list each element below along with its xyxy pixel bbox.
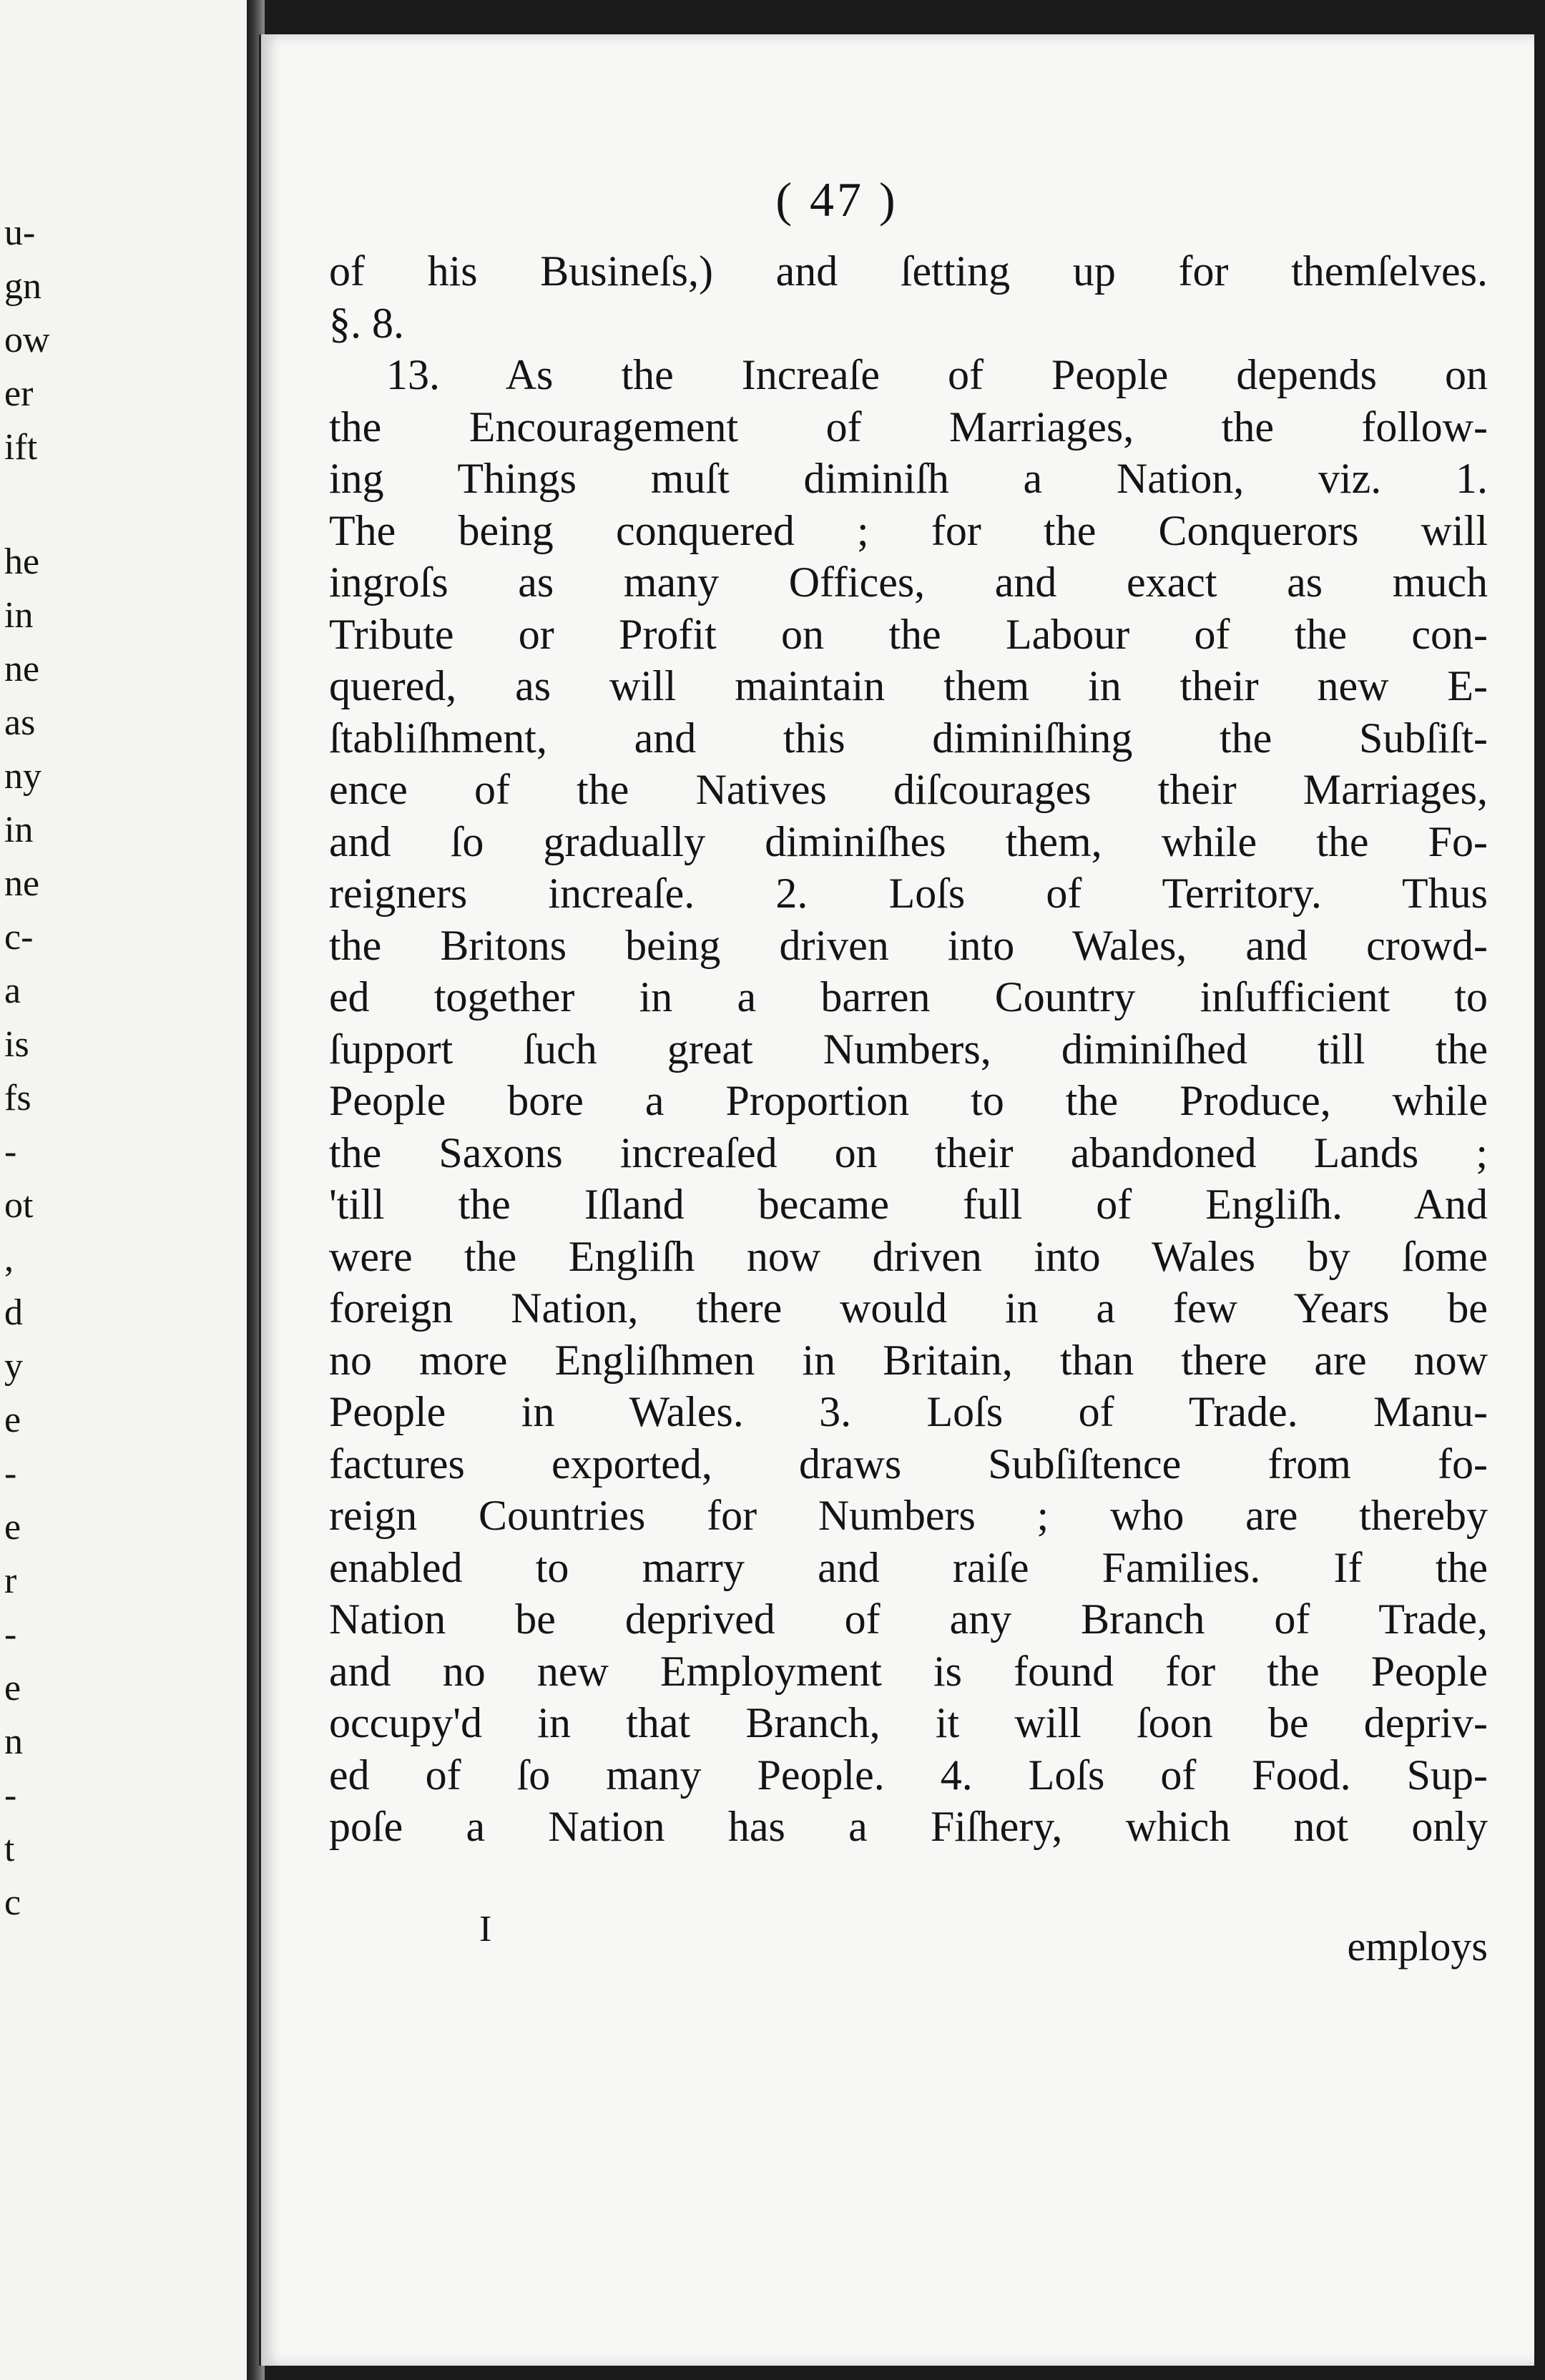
- left-page-fragment: t: [4, 1829, 15, 1869]
- text-line: were the Engliſh now driven into Wales by ſome: [329, 1232, 1488, 1280]
- body-text: [329, 245, 1488, 1853]
- right-page: [259, 34, 1534, 2366]
- text-line: People in Wales. 3. Loſs of Trade. Manu-: [329, 1388, 1488, 1435]
- page-number: ( 47 ): [775, 172, 898, 227]
- text-line: ſtabliſhment, and this diminiſhing the Subſiſt-: [329, 714, 1488, 762]
- left-page-fragment: ne: [4, 649, 40, 689]
- text-line: the Saxons increaſed on their abandoned Lands ;: [329, 1128, 1488, 1176]
- signature-mark: I: [479, 1909, 492, 1949]
- left-page-fragment: in: [4, 810, 34, 850]
- left-page-fragment: fs: [4, 1078, 31, 1118]
- catchword: employs: [1347, 1923, 1488, 1970]
- left-page-fragment: -: [4, 1131, 17, 1172]
- left-page-fragment: ,: [4, 1239, 14, 1279]
- left-page-fragment: e: [4, 1668, 21, 1708]
- text-line: foreign Nation, there would in a few Years be: [329, 1284, 1488, 1332]
- left-page-fragment: is: [4, 1024, 29, 1065]
- text-line: ingroſs as many Offices, and exact as much: [329, 559, 1488, 606]
- text-line: 13. As the Increaſe of People depends on: [386, 351, 1488, 398]
- left-page-fragment: ny: [4, 756, 41, 797]
- left-page-fragment: -: [4, 1453, 17, 1494]
- left-page-fragment: -: [4, 1775, 17, 1816]
- text-line: of his Busineſs,) and ſetting up for themſelves.: [329, 247, 1488, 295]
- text-line: and ſo gradually diminiſhes them, while the Fo-: [329, 817, 1488, 865]
- left-page-fragment: ow: [4, 320, 50, 360]
- left-page-fragment: c: [4, 1882, 21, 1923]
- text-line: §. 8.: [329, 299, 404, 347]
- text-line: occupy'd in that Branch, it will ſoon be depriv-: [329, 1699, 1488, 1746]
- text-line: no more Engliſhmen in Britain, than there are now: [329, 1336, 1488, 1384]
- left-page-fragment: a: [4, 970, 21, 1011]
- text-line: ed together in a barren Country inſufficient to: [329, 973, 1488, 1021]
- left-page-fragment: e: [4, 1507, 21, 1548]
- left-page-fragment: -: [4, 1614, 17, 1655]
- left-page-fragment: er: [4, 373, 34, 414]
- left-page-fragment: c-: [4, 917, 34, 958]
- left-page-fragment: as: [4, 702, 36, 743]
- left-page-fragment: e: [4, 1400, 21, 1440]
- left-page-fragment: y: [4, 1346, 23, 1387]
- left-page-fragment: u-: [4, 212, 36, 253]
- text-line: reigners increaſe. 2. Loſs of Territory. Thus: [329, 870, 1488, 917]
- left-page-fragment: in: [4, 595, 34, 636]
- text-line: ed of ſo many People. 4. Loſs of Food. Sup-: [329, 1751, 1488, 1799]
- text-line: People bore a Proportion to the Produce, while: [329, 1077, 1488, 1124]
- text-line: poſe a Nation has a Fiſhery, which not only: [329, 1803, 1488, 1850]
- text-line: Tribute or Profit on the Labour of the con-: [329, 610, 1488, 658]
- text-line: ſupport ſuch great Numbers, diminiſhed till the: [329, 1025, 1488, 1073]
- left-page-fragment: r: [4, 1560, 17, 1601]
- left-page-fragment: ot: [4, 1185, 34, 1226]
- text-line: and no new Employment is found for the People: [329, 1647, 1488, 1695]
- left-page-fragment: n: [4, 1721, 23, 1762]
- text-line: the Britons being driven into Wales, and crowd-: [329, 921, 1488, 969]
- text-line: factures exported, draws Subſiſtence from fo-: [329, 1440, 1488, 1488]
- text-line: 'till the Iſland became full of Engliſh. And: [329, 1181, 1488, 1228]
- text-line: the Encouragement of Marriages, the follow-: [329, 403, 1488, 451]
- left-page-fragment: d: [4, 1292, 23, 1333]
- text-line: quered, as will maintain them in their new E-: [329, 662, 1488, 709]
- left-page-fragment: ne: [4, 863, 40, 904]
- text-line: ing Things muſt diminiſh a Nation, viz. 1.: [329, 455, 1488, 502]
- left-page-fragment: he: [4, 541, 40, 582]
- text-line: ence of the Natives diſcourages their Marriages,: [329, 766, 1488, 813]
- text-line: reign Countries for Numbers ; who are thereby: [329, 1492, 1488, 1539]
- text-line: Nation be deprived of any Branch of Trade,: [329, 1595, 1488, 1643]
- text-line: enabled to marry and raiſe Families. If the: [329, 1543, 1488, 1591]
- left-page: [0, 0, 251, 2380]
- left-page-fragment: gn: [4, 266, 41, 307]
- text-line: The being conquered ; for the Conquerors will: [329, 506, 1488, 554]
- left-page-fragment: ift: [4, 427, 38, 468]
- page-footer: [329, 1908, 1488, 1972]
